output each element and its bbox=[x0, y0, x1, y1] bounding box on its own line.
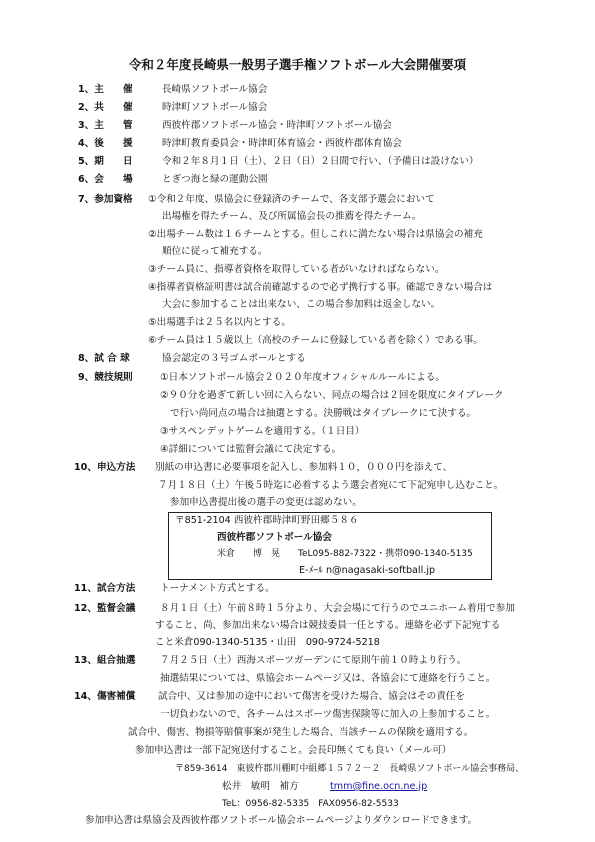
ball-label: 8、試 合 球 bbox=[78, 353, 130, 364]
rules-line: ④詳細については監督会議にて決定する。 bbox=[160, 444, 342, 455]
venue-value: とぎつ海と緑の運動公園 bbox=[162, 174, 268, 185]
dates-label: 5、期 日 bbox=[78, 156, 133, 167]
injury-label: 14、傷害補償 bbox=[74, 691, 136, 702]
eligibility-line: ④指導者資格証明書は試合前確認するので必ず携行する事。確認できない場合は bbox=[148, 282, 493, 293]
organizer-label: 1、主 催 bbox=[78, 84, 133, 95]
rules-label: 9、競技規則 bbox=[78, 372, 133, 383]
eligibility-line: 順位に従って補充する。 bbox=[162, 246, 268, 257]
injury-line: 一切負わないので、各チームはスポーツ傷害保険等に加入の上参加すること。 bbox=[160, 709, 496, 720]
application-line: 別紙の申込書に必要事項を記入し、参加料１０，０００円を添えて、 bbox=[155, 462, 453, 473]
eligibility-label: 7、参加資格 bbox=[78, 194, 133, 205]
draw-line: ７月２５日（土）西海スポーツガーデンにて原則午前１０時より行う。 bbox=[160, 655, 467, 666]
eligibility-line: ③チーム員に、指導者資格を取得している者がいなければならない。 bbox=[148, 264, 445, 275]
application-label: 10、申込方法 bbox=[74, 462, 136, 473]
footer-download-note: 参加申込書は県協会及西彼杵郡ソフトボール協会ホームページよりダウンロードできます。 bbox=[85, 815, 478, 826]
organizer-value: 長崎県ソフトボール協会 bbox=[162, 84, 268, 95]
eligibility-line: ⑥チーム員は１５歳以上（高校のチームに登録している者を除く）である事。 bbox=[148, 335, 483, 346]
ball-value: 協会認定の３号ゴムボールとする bbox=[162, 353, 306, 364]
format-value: トーナメント方式とする。 bbox=[160, 583, 275, 594]
eligibility-line: 大会に参加することは出来ない、この場合参加料は返金しない。 bbox=[162, 299, 441, 310]
box-contact: 米倉 博 晃 TeL095-882-7322・携帯090-1340-5135 bbox=[217, 549, 473, 559]
application-line: 参加申込書提出後の選手の変更は認めない。 bbox=[170, 497, 362, 508]
managers-meeting-line: すること、尚、参加出来ない場合は競技委員一任とする。連絡を必ず下記宛する bbox=[155, 620, 501, 631]
box-email[interactable]: E-ﾒｰﾙ n@nagasaki-softball.jp bbox=[299, 565, 436, 576]
rules-line: ①日本ソフトボール協会２０２０年度オフィシャルルールによる。 bbox=[160, 372, 445, 383]
dates-value: 令和２年８月１日（土）、２日（日）２日間で行い、（予備日は設けない） bbox=[162, 156, 479, 167]
rules-line: で行い尚同点の場合は抽選とする。決勝戦はタイブレークにて決する。 bbox=[170, 408, 477, 419]
managers-meeting-line: こと米倉090-1340-5135・山田 090-9724-5218 bbox=[155, 637, 380, 648]
footer-insurance-note: 試合中、傷害、物損等賠償事案が発生した場合、当該チームの保険を適用する。 bbox=[128, 727, 474, 738]
draw-label: 13、組合抽選 bbox=[74, 655, 136, 666]
draw-line: 抽選結果については、県協会ホームページ又は、各協会にて連絡を行うこと。 bbox=[160, 673, 496, 684]
application-address-box bbox=[168, 512, 492, 580]
management-label: 3、主 管 bbox=[78, 120, 133, 131]
box-organization: 西彼杵郡ソフトボール協会 bbox=[217, 532, 332, 543]
eligibility-line: 出場権を得たチーム、及び所属協会長の推薦を得たチーム。 bbox=[162, 211, 422, 222]
footer-submission-note: 参加申込書は一部下記宛送付すること。会長印無くても良い（メール可） bbox=[135, 745, 452, 756]
eligibility-line: ①令和２年度、県協会に登録済のチームで、各支部予選会において bbox=[148, 194, 435, 205]
page-title: 令和２年度長崎県一般男子選手権ソフトボール大会開催要項 bbox=[128, 57, 467, 72]
footer-phone: TeL：0956-82-5335 FAX0956-82-5533 bbox=[222, 799, 399, 809]
management-value: 西彼杵郡ソフトボール協会・時津町ソフトボール協会 bbox=[162, 120, 392, 131]
managers-meeting-label: 12、監督会議 bbox=[74, 603, 136, 614]
footer-email-link[interactable]: tmm@fine.ocn.ne.jp bbox=[330, 781, 428, 792]
co-host-value: 時津町ソフトボール協会 bbox=[162, 102, 268, 113]
managers-meeting-line: ８月１日（土）午前８時１５分より、大会会場にて行うのでユニホーム着用で参加 bbox=[160, 603, 515, 614]
rules-line: ③サスペンデットゲームを適用する。（１日目） bbox=[160, 426, 365, 437]
application-line: ７月１８日（土）午後５時迄に必着するよう選会者宛にて下記宛申し込むこと。 bbox=[158, 480, 504, 491]
rules-line: ②９０分を過ぎて新しい回に入らない、同点の場合は２回を限度にタイブレーク bbox=[160, 390, 504, 401]
eligibility-line: ②出場チーム数は１６チームとする。但しこれに満たない場合は県協会の補充 bbox=[148, 229, 483, 240]
injury-line: 試合中、又は参加の途中において傷害を受けた場合、協会はその責任を bbox=[158, 691, 465, 702]
support-value: 時津町教育委員会・時津町体育協会・西彼杵郡体育協会 bbox=[162, 138, 402, 149]
footer-address: 〒859-3614 東彼杵郡川棚町中組郷１５７２－２ 長崎県ソフトボール協会事務局、 bbox=[175, 764, 525, 774]
footer-contact-name: 松井 敏明 補方 bbox=[222, 781, 299, 792]
venue-label: 6、会 場 bbox=[78, 174, 133, 185]
co-host-label: 2、共 催 bbox=[78, 102, 133, 113]
eligibility-line: ⑤出場選手は２５名以内とする。 bbox=[148, 317, 291, 328]
box-address: 〒851-2104 西彼杵郡時津町野田郷５８６ bbox=[175, 515, 359, 526]
format-label: 11、試合方法 bbox=[74, 583, 136, 594]
support-label: 4、後 援 bbox=[78, 138, 133, 149]
